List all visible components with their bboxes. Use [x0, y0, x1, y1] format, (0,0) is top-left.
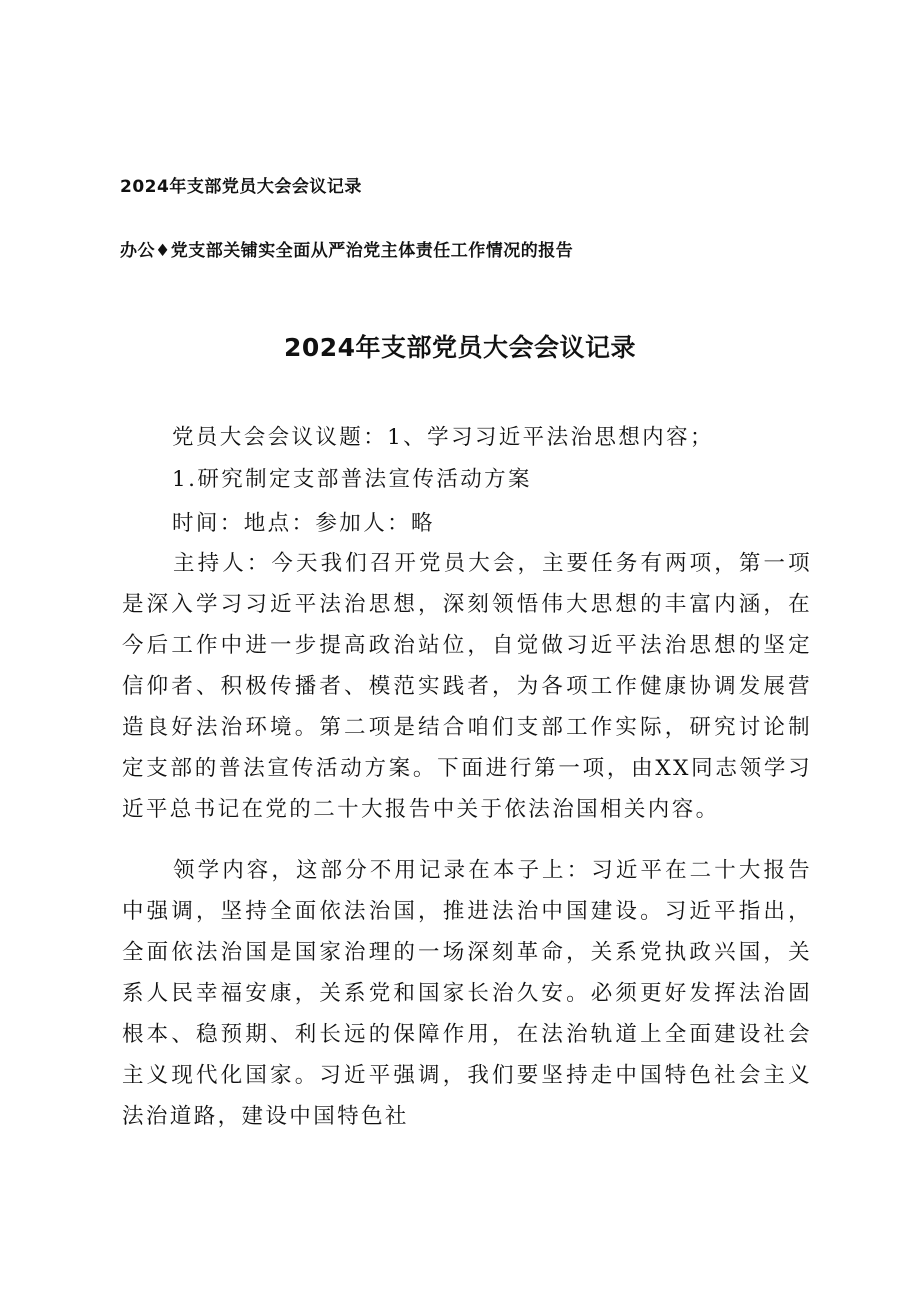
- header-title-line: 2024年支部党员大会会议记录: [120, 177, 362, 197]
- meeting-topic-item-line: 1.研究制定支部普法宣传活动方案: [172, 467, 532, 492]
- header-subtitle-line: 办公♦党支部关铺实全面从严治党主体责任工作情况的报告: [120, 241, 574, 261]
- study-content-paragraph: 领学内容，这部分不用记录在本子上：习近平在二十大报告中强调，坚持全面依法治国，推进法治中国建设。习近平指出，全面依法治国是国家治理的一场深刻革命，关系党执政兴国，关系人民幸福安康，关系党和国家长治久安。必须更好发挥法治固根本、稳预期、利长远的保障作用，在法治轨道上全面建设社会主义现代化国家。习近平强调，我们要坚持走中国特色社会主义法治道路，建设中国特色社: [122, 858, 812, 1129]
- host-speech-paragraph: 主持人：今天我们召开党员大会，主要任务有两项，第一项是深入学习习近平法治思想，深刻领悟伟大思想的丰富内涵，在今后工作中进一步提高政治站位，自觉做习近平法治思想的坚定信仰者、积极传播者、模范实践者，为各项工作健康协调发展营造良好法治环境。第二项是结合咱们支部工作实际，研究讨论制定支部的普法宣传活动方案。下面进行第一项，由XX同志领学习近平总书记在党的二十大报告中关于依法治国相关内容。: [122, 551, 812, 822]
- meeting-topic-line: 党员大会会议议题：1、学习习近平法治思想内容；: [172, 425, 714, 450]
- meeting-meta-line: 时间：地点：参加人：略: [172, 511, 435, 536]
- document-title: 2024年支部党员大会会议记录: [283, 333, 637, 362]
